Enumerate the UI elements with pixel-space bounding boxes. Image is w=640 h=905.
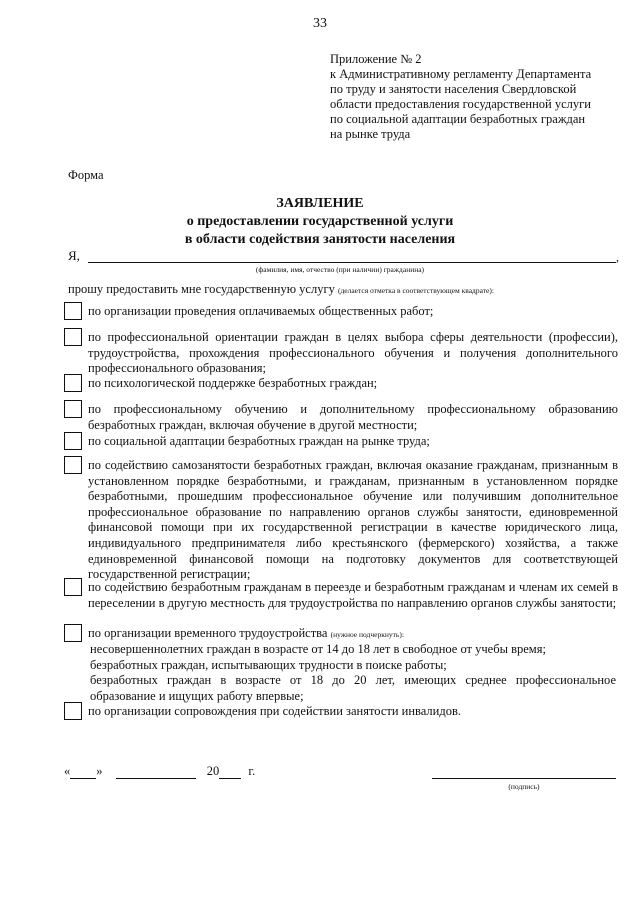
applicant-name-field[interactable] (88, 262, 616, 263)
service-option-label: по содействию самозанятости безработных граждан, включая оказание гражданам, признанным в установленном порядке безработными, и гражданам, признанным в установленном порядке безработными, прошедшим профессиональное обучение или получившим дополнительное профессиональное образование по направлению органов службы занятости, единовременной финансовой помощи при их государственной регистрации в качестве юридического лица, индивидуального предпринимателя либо крестьянского (фермерского) хозяйства, а также единовременной финансовой помощи на подготовку документов для соответствующей государственной регистрации; (88, 458, 618, 582)
service-checkbox[interactable] (64, 302, 82, 320)
appendix-line: на рынке труда (330, 127, 411, 141)
temp-employment-list (90, 642, 616, 704)
service-option-label: по социальной адаптации безработных граждан на рынке труда; (88, 434, 430, 448)
request-text (68, 282, 494, 297)
applicant-prefix: Я, (68, 248, 80, 263)
service-checkbox[interactable] (64, 400, 82, 418)
request-label: прошу предоставить мне государственную услугу (68, 282, 335, 296)
service-option-label: по психологической поддержке безработных граждан; (88, 376, 378, 390)
document-subtitle: в области содействия занятости населения (184, 232, 456, 247)
form-label: Форма (68, 168, 104, 182)
appendix-line: Приложение № 2 (330, 52, 422, 66)
service-checkbox[interactable] (64, 702, 82, 720)
date-open-quote: « (64, 764, 71, 778)
service-option-label: по профессиональной ориентации граждан в целях выбора сферы деятельности (профессии), трудоустройства, прохождения профессионального обучения и получения дополнительного профессионального образования; (88, 330, 618, 376)
year-input[interactable] (219, 766, 241, 779)
service-checkbox[interactable] (64, 578, 82, 596)
request-note: (делается отметка в соответствующем квадрате): (337, 286, 494, 295)
service-checkbox[interactable] (64, 456, 82, 474)
appendix-line: к Административному регламенту Департамента (330, 67, 592, 81)
service-checkbox[interactable] (64, 432, 82, 450)
page-number: 33 (313, 16, 327, 31)
signature-field[interactable] (432, 778, 616, 779)
temp-employment-item[interactable]: безработных граждан, испытывающих трудности в поиске работы; (90, 657, 447, 672)
applicant-suffix: , (616, 250, 619, 264)
month-input[interactable] (116, 766, 196, 779)
service-option-label (88, 626, 618, 643)
service-option-label: по организации сопровождения при содействии занятости инвалидов. (88, 704, 461, 718)
service-checkbox[interactable] (64, 374, 82, 392)
applicant-name-caption: (фамилия, имя, отчество (при наличии) гражданина) (255, 265, 425, 274)
year-suffix: г. (248, 764, 256, 778)
temp-employment-item[interactable]: несовершеннолетних граждан в возрасте от 14 до 18 лет в свободное от учебы время; (90, 642, 546, 656)
service-checkbox[interactable] (64, 624, 82, 642)
appendix-line: по труду и занятости населения Свердловской (330, 82, 577, 96)
appendix-header (330, 52, 620, 142)
document-subtitle: о предоставлении государственной услуги (186, 214, 454, 229)
document-title: ЗАЯВЛЕНИЕ (276, 196, 364, 211)
service-checkbox[interactable] (64, 328, 82, 346)
appendix-line: области предоставления государственной услуги (330, 97, 591, 111)
year-prefix: 20 (206, 764, 220, 778)
service-option-label: по содействию безработным гражданам в переезде и безработным гражданам и членам их семей в переселении в другую местность для трудоустройства по направлению органов службы занятости; (88, 580, 618, 610)
temp-employment-item[interactable]: безработных граждан в возрасте от 18 до 20 лет, имеющих среднее профессиональное образование и ищущих работу впервые; (90, 673, 616, 703)
temp-employment-note: (нужное подчеркнуть): (330, 630, 404, 639)
date-field (64, 764, 255, 779)
service-option-label: по организации проведения оплачиваемых общественных работ; (88, 304, 434, 318)
appendix-line: по социальной адаптации безработных граждан (330, 112, 586, 126)
temp-employment-label: по организации временного трудоустройства (88, 626, 328, 640)
signature-caption: (подпись) (508, 782, 540, 791)
day-input[interactable] (70, 766, 96, 779)
date-close-quote: » (96, 764, 103, 778)
service-option-label: по профессиональному обучению и дополнительному профессиональному образованию безработных граждан, включая обучение в другой местности; (88, 402, 618, 432)
